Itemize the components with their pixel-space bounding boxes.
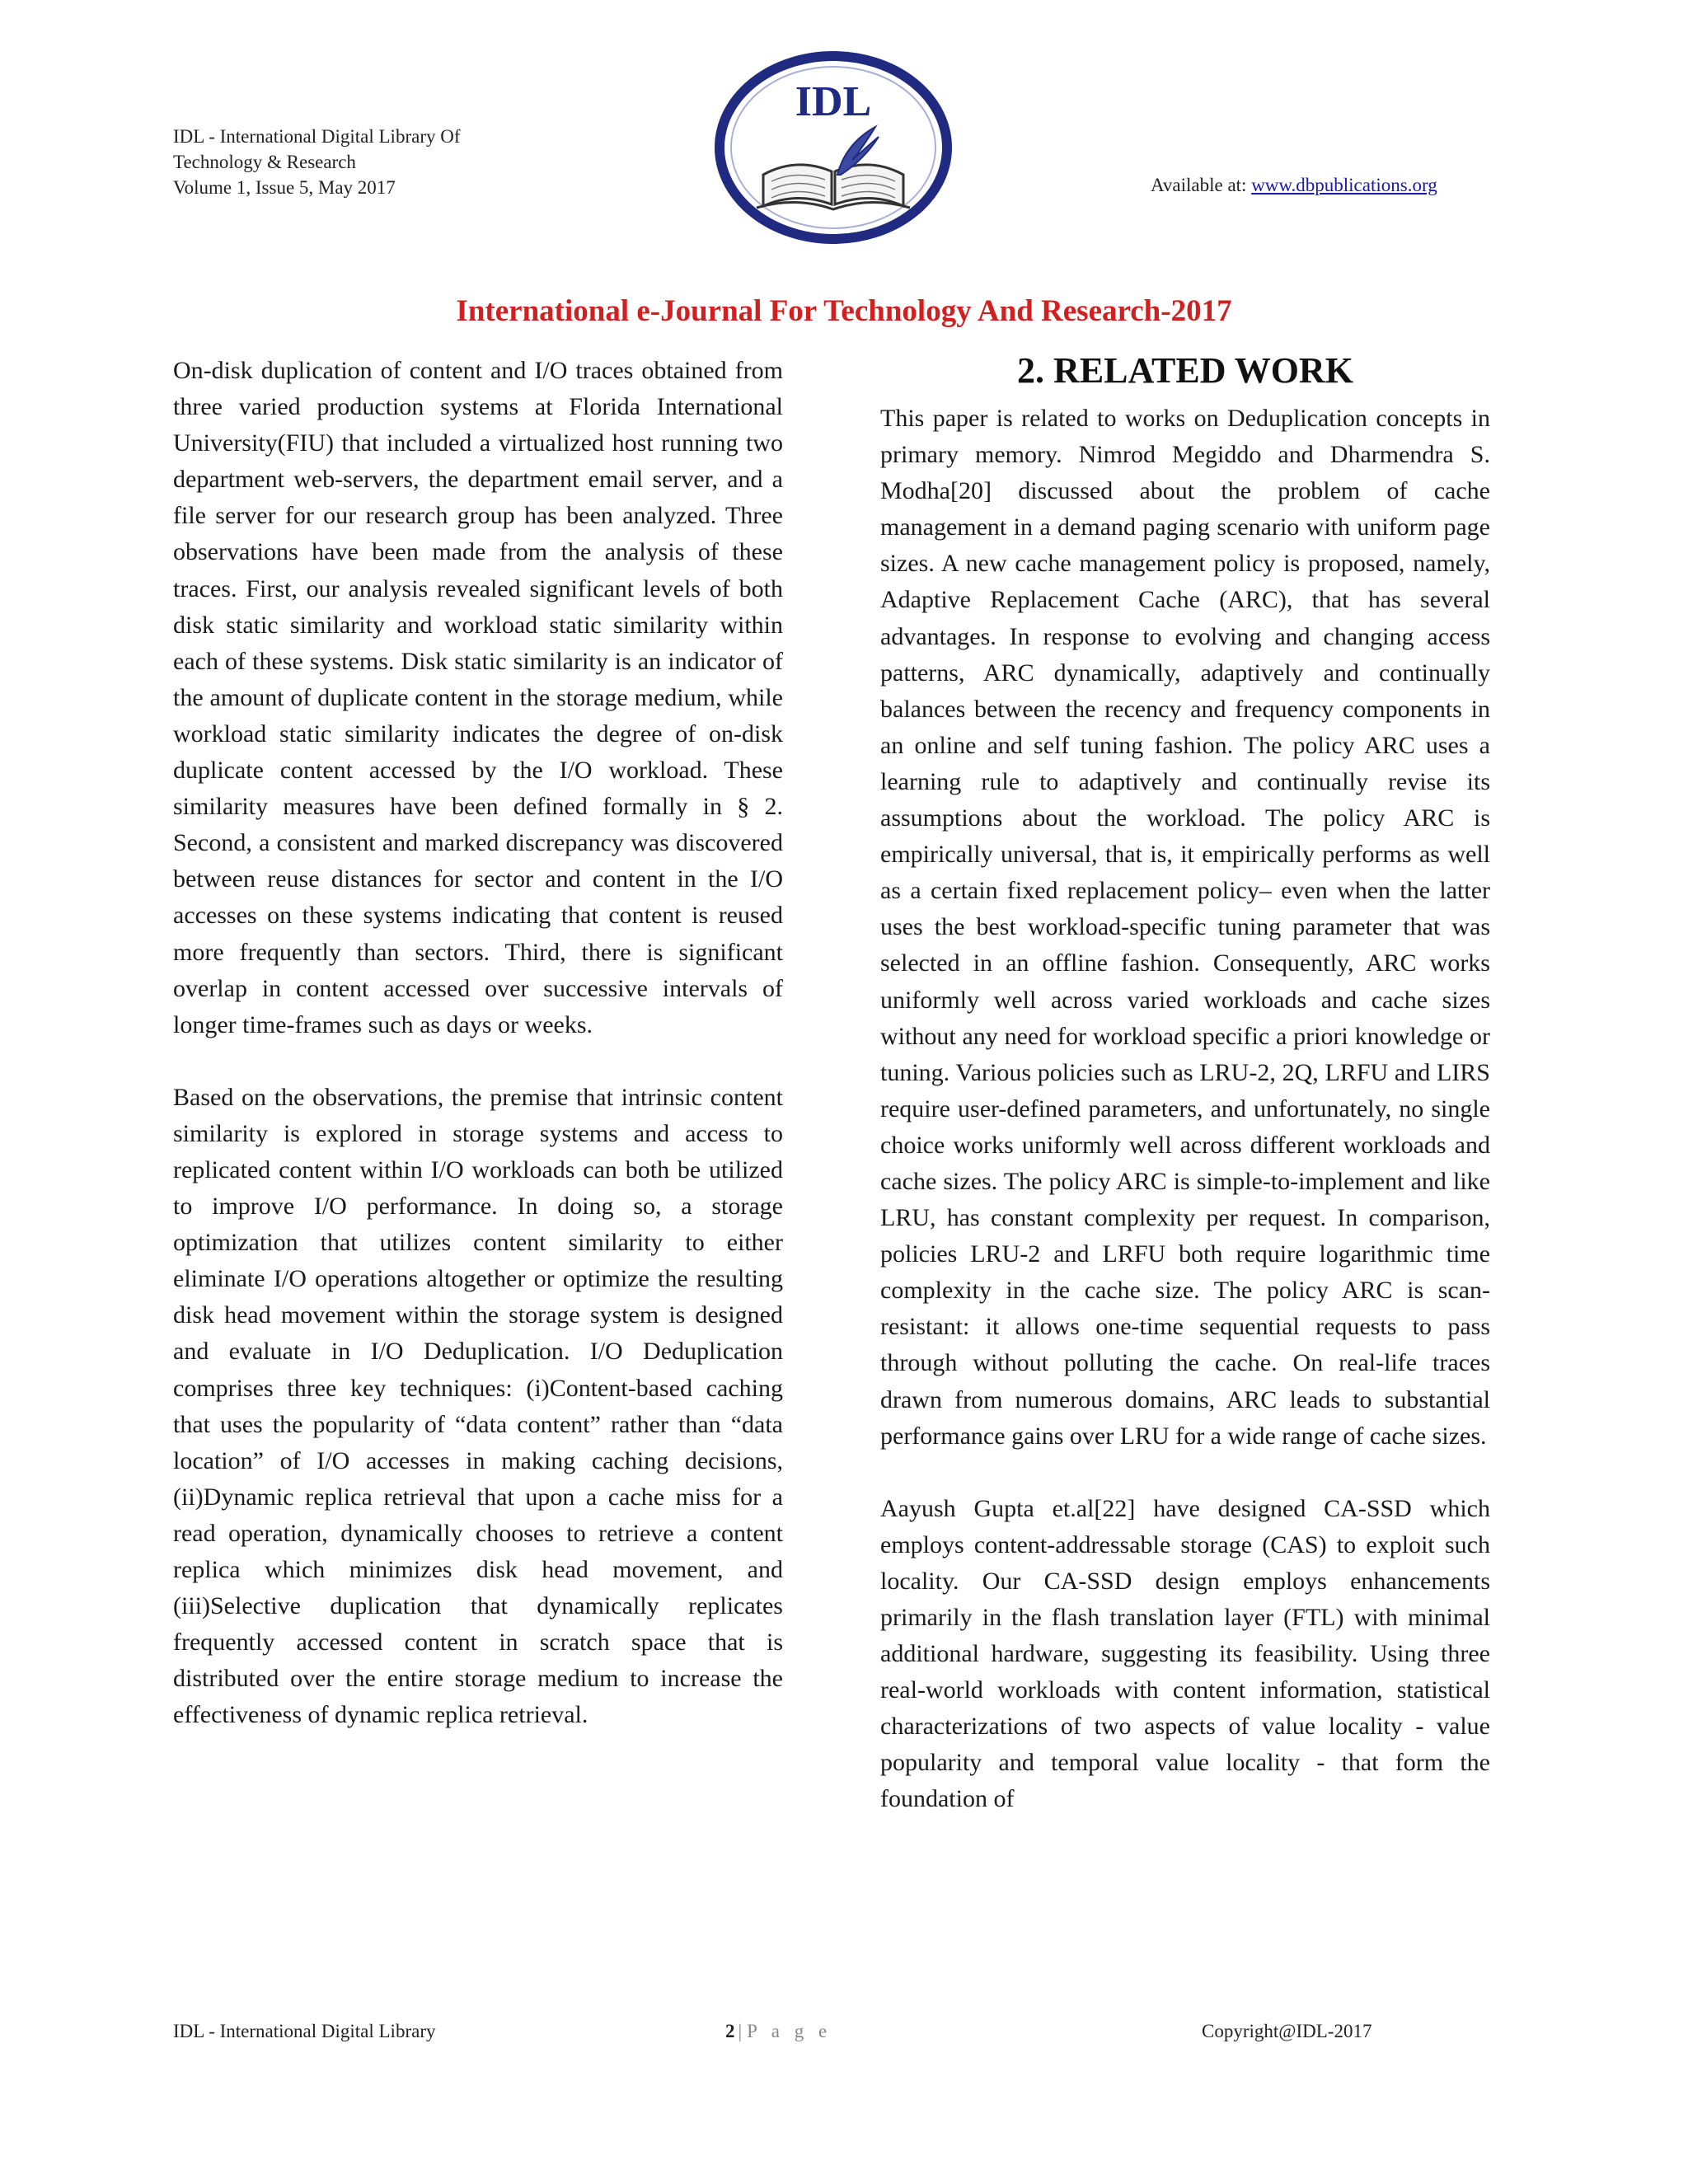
journal-title: International e-Journal For Technology And Research-2017 [456, 294, 1232, 328]
footer-library-name: IDL - International Digital Library [173, 2021, 436, 2041]
left-column [173, 353, 783, 1733]
page-label: |P a g e [738, 2021, 832, 2041]
right-paragraph-2: Aayush Gupta et.al[22] have designed CA-SSD which employs content-addressable storage (CAS) to exploit such locality. Our CA-SSD design employs enhancements primarily in the flash translation layer (FTL) with minimal additional hardware, suggesting its feasibility. Using three real-world workloads with content information, statistical characterizations of two aspects of value locality - value popularity and temporal value locality - that form the foundation of [880, 1494, 1490, 1813]
left-paragraph-2: Based on the observations, the premise that intrinsic content similarity is explored in storage systems and access to replicated content within I/O workloads can both be utilized to improve I/O performance. In doing so, a storage optimization that utilizes content similarity to either eliminate I/O operations altogether or optimize the resulting disk head movement within the storage system is designed and evaluate in I/O Deduplication. I/O Deduplication comprises three key techniques: (i)Content-based caching that uses the popularity of “data content” rather than “data location” of I/O accesses in making caching decisions, (ii)Dynamic replica retrieval that upon a cache miss for a read operation, dynamically chooses to retrieve a content replica which minimizes disk head movement, and (iii)Selective duplication that dynamically replicates frequently accessed content in scratch space that is distributed over the entire storage medium to increase the effectiveness of dynamic replica retrieval. [173, 1083, 783, 1729]
header-line-3: Volume 1, Issue 5, May 2017 [173, 177, 396, 198]
footer-page-indicator [725, 2021, 832, 2042]
idl-logo [714, 51, 953, 244]
header-availability [1151, 175, 1437, 196]
header-publication-info [173, 124, 461, 200]
header-line-1: IDL - International Digital Library Of [173, 126, 461, 147]
logo-text: IDL [795, 78, 872, 125]
right-column [880, 401, 1490, 1818]
footer-copyright: Copyright@IDL-2017 [1202, 2021, 1372, 2041]
publication-website-link[interactable]: www.dbpublications.org [1251, 175, 1437, 195]
available-label: Available at: [1151, 175, 1252, 195]
section-heading-related-work: 2. RELATED WORK [1017, 350, 1353, 391]
left-paragraph-1: On-disk duplication of content and I/O traces obtained from three varied production systems at Florida International University(FIU) that included a virtualized host running two department web-servers, the department email server, and a file server for our research group has been analyzed. Three observations have been made from the analysis of these traces. First, our analysis revealed significant levels of both disk static similarity and workload static similarity within each of these systems. Disk static similarity is an indicator of the amount of duplicate content in the storage medium, while workload static similarity indicates the degree of on-disk duplicate content accessed by the I/O workload. These similarity measures have been defined formally in § 2. Second, a consistent and marked discrepancy was discovered between reuse distances for sector and content in the I/O accesses on these systems indicating that content is reused more frequently than sectors. Third, there is significant overlap in content accessed over successive intervals of longer time-frames such as days or weeks. [173, 357, 783, 1038]
right-paragraph-1: This paper is related to works on Deduplication concepts in primary memory. Nimrod Megiddo and Dharmendra S. Modha[20] discussed about the problem of cache management in a demand paging scenario with uniform page sizes. A new cache management policy is proposed, namely, Adaptive Replacement Cache (ARC), that has several advantages. In response to evolving and changing access patterns, ARC dynamically, adaptively and continually balances between the recency and frequency components in an online and self tuning fashion. The policy ARC uses a learning rule to adaptively and continually revise its assumptions about the workload. The policy ARC is empirically universal, that is, it empirically performs as well as a certain fixed replacement policy– even when the latter uses the best workload-specific tuning parameter that was selected in an offline fashion. Consequently, ARC works uniformly well across varied workloads and cache sizes without any need for workload specific a priori knowledge or tuning. Various policies such as LRU-2, 2Q, LRFU and LIRS require user-defined parameters, and unfortunately, no single choice works uniformly well across different workloads and cache sizes. The policy ARC is simple-to-implement and like LRU, has constant complexity per request. In comparison, policies LRU-2 and LRFU both require logarithmic time complexity in the cache size. The policy ARC is scan-resistant: it allows one-time sequential requests to pass through without polluting the cache. On real-life traces drawn from numerous domains, ARC leads to substantial performance gains over LRU for a wide range of cache sizes. [880, 405, 1490, 1450]
page-number: 2 [725, 2021, 735, 2041]
header-line-2: Technology & Research [173, 152, 356, 172]
